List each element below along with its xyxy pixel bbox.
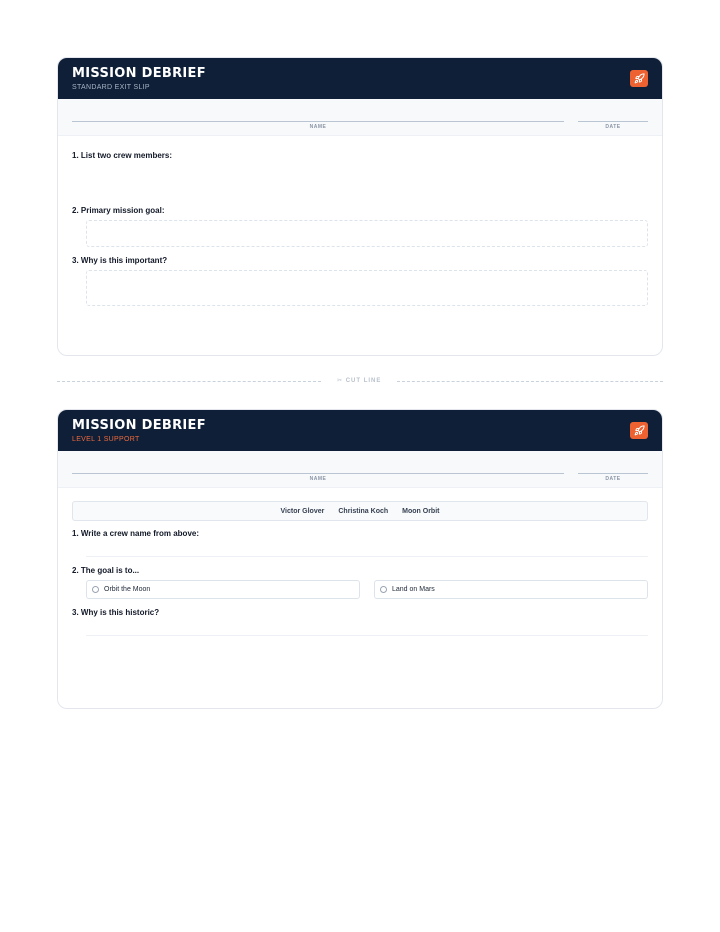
card-subtitle: LEVEL 1 SUPPORT bbox=[72, 436, 140, 443]
answer-box-2[interactable] bbox=[86, 220, 648, 247]
exit-slip-standard bbox=[57, 57, 663, 356]
choice-label: Orbit the Moon bbox=[104, 586, 151, 593]
question-2: 2. The goal is to... bbox=[72, 566, 140, 575]
name-date-bar bbox=[58, 451, 662, 488]
word-bank-item: Moon Orbit bbox=[402, 507, 440, 515]
date-label: DATE bbox=[605, 124, 621, 130]
date-label: DATE bbox=[605, 476, 621, 482]
name-label: NAME bbox=[309, 124, 327, 130]
question-3: 3. Why is this historic? bbox=[72, 608, 160, 617]
question-3: 3. Why is this important? bbox=[72, 256, 168, 265]
question-1: 1. List two crew members: bbox=[72, 151, 173, 160]
answer-box-3[interactable] bbox=[86, 270, 648, 306]
name-field[interactable] bbox=[72, 473, 564, 474]
question-1: 1. Write a crew name from above: bbox=[72, 529, 200, 538]
card-header bbox=[58, 58, 662, 99]
card-title: MISSION DEBRIEF bbox=[72, 418, 206, 433]
date-field[interactable] bbox=[578, 121, 648, 122]
card-title: MISSION DEBRIEF bbox=[72, 66, 206, 81]
choice-label: Land on Mars bbox=[392, 586, 435, 593]
answer-line-1[interactable] bbox=[86, 556, 648, 557]
choice-land-on-mars[interactable] bbox=[374, 580, 648, 599]
word-bank-item: Victor Glover bbox=[280, 507, 325, 515]
cut-line bbox=[57, 378, 663, 384]
scissors-icon: ✂ bbox=[337, 378, 344, 384]
cut-line-label: ✂ CUT LINE bbox=[337, 378, 382, 384]
name-label: NAME bbox=[309, 476, 327, 482]
name-date-bar bbox=[58, 99, 662, 136]
word-bank-item: Christina Koch bbox=[338, 507, 389, 515]
card-header bbox=[58, 410, 662, 451]
radio-icon[interactable] bbox=[380, 586, 387, 593]
date-field[interactable] bbox=[578, 473, 648, 474]
rocket-icon bbox=[630, 70, 648, 87]
question-2: 2. Primary mission goal: bbox=[72, 206, 165, 215]
word-bank bbox=[72, 501, 648, 521]
answer-line-3[interactable] bbox=[86, 635, 648, 636]
name-field[interactable] bbox=[72, 121, 564, 122]
rocket-icon bbox=[630, 422, 648, 439]
card-subtitle: STANDARD EXIT SLIP bbox=[72, 84, 150, 91]
choice-orbit-the-moon[interactable] bbox=[86, 580, 360, 599]
exit-slip-level-1 bbox=[57, 409, 663, 709]
radio-icon[interactable] bbox=[92, 586, 99, 593]
